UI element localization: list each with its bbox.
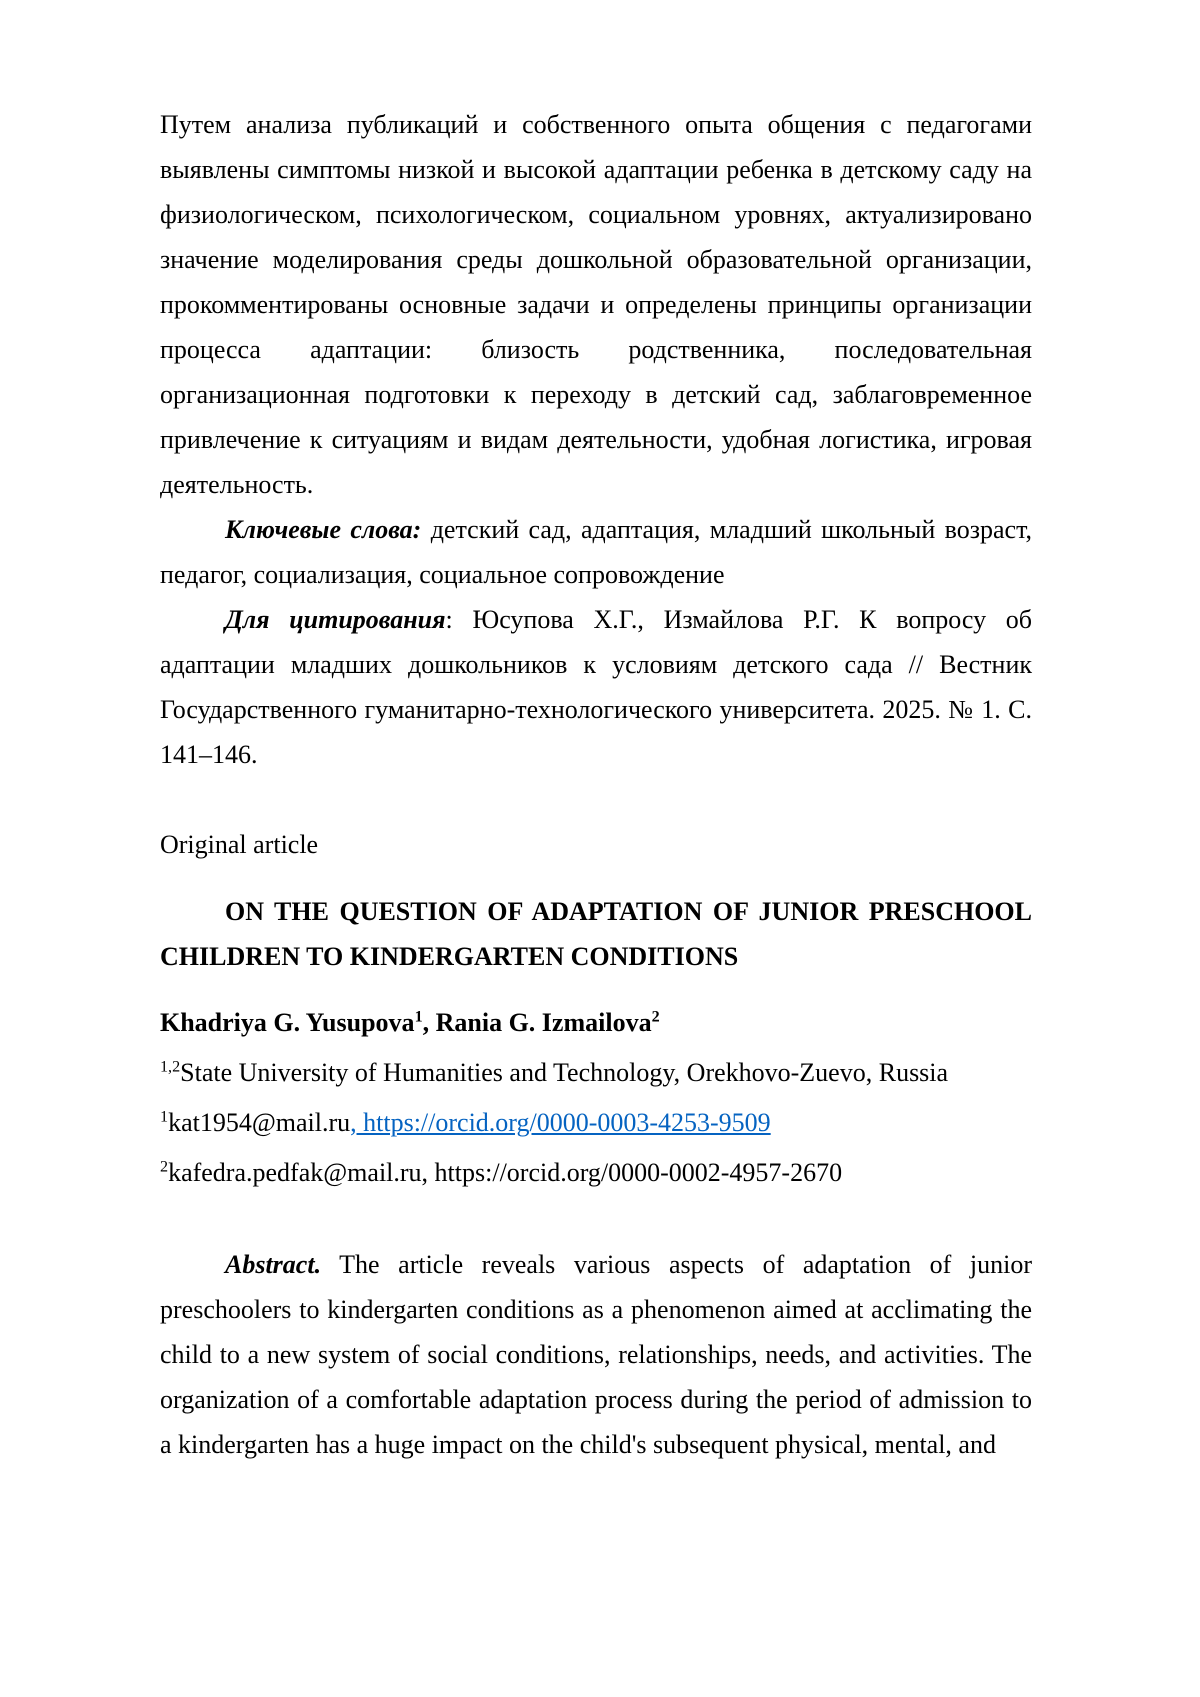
author2-affiliation-mark: 2: [651, 1008, 660, 1026]
contact2-email-orcid: kafedra.pedfak@mail.ru, https://orcid.org/0000-0002-4957-2670: [168, 1158, 843, 1187]
affiliation-marks: 1,2: [160, 1058, 181, 1076]
contact-line-2: [160, 1149, 1032, 1197]
abstract-paragraph: [160, 1242, 1032, 1467]
citation-label: Для цитирования: [225, 605, 446, 634]
citation-paragraph: [160, 597, 1032, 777]
abstract-text: The article reveals various aspects of adaptation of junior preschoolers to kindergarten conditions as a phenomenon aimed at acclimating the child to a new system of social conditions, relationships, needs, and activities. The organization of a comfortable adaptation process during the period of admission to a kindergarten has a huge impact on the child's subsequent physical, mental, and: [160, 1250, 1032, 1459]
affiliation-line: [160, 1049, 1032, 1097]
original-article-label: Original article: [160, 830, 319, 859]
contact1-email: kat1954@mail.ru: [168, 1108, 351, 1137]
keywords-paragraph: [160, 507, 1032, 597]
citation-text: : Юсупова Х.Г., Измайлова Р.Г. К вопросу об адаптации младших дошкольников к условиям детского сада // Вестник Государственного гуманитарно-технологического университета. 2025. № 1. С. 141–146.: [160, 605, 1033, 769]
authors-line: [160, 999, 1032, 1047]
author1-name: Khadriya G. Yusupova: [160, 1008, 415, 1037]
paragraph-adaptation-analysis: Путем анализа публикаций и собственного опыта общения с педагогами выявлены симптомы низкой и высокой адаптации ребенка в детскому саду на физиологическом, психологическом, социальном уровнях, актуализировано значение моделирования среды дошкольной образовательной организации, прокомментированы основные задачи и определены принципы организации процесса адаптации: близость родственника, последовательная организационная подготовки к переходу в детский сад, заблаговременное привлечение к ситуациям и видам деятельности, удобная логистика, игровая деятельность.: [160, 110, 1032, 499]
contact-line-1: [160, 1099, 1032, 1147]
orcid-link-author1[interactable]: , https://orcid.org/0000-0003-4253-9509: [350, 1108, 771, 1137]
keywords-label: Ключевые слова:: [225, 515, 422, 544]
abstract-label: Abstract.: [225, 1250, 322, 1279]
authors-separator: ,: [422, 1008, 436, 1037]
article-title-english: ON THE QUESTION OF ADAPTATION OF JUNIOR PRESCHOOL CHILDREN TO KINDERGARTEN CONDITIONS: [160, 897, 1032, 971]
author2-name: Rania G. Izmailova: [435, 1008, 652, 1037]
contact2-mark: 2: [160, 1158, 169, 1176]
keywords-text: детский сад, адаптация, младший школьный возраст, педагог, социализация, социальное сопровождение: [160, 515, 1032, 589]
author1-affiliation-mark: 1: [414, 1008, 423, 1026]
affiliation-text: State University of Humanities and Technology, Orekhovo-Zuevo, Russia: [180, 1058, 949, 1087]
contact1-mark: 1: [160, 1108, 169, 1126]
